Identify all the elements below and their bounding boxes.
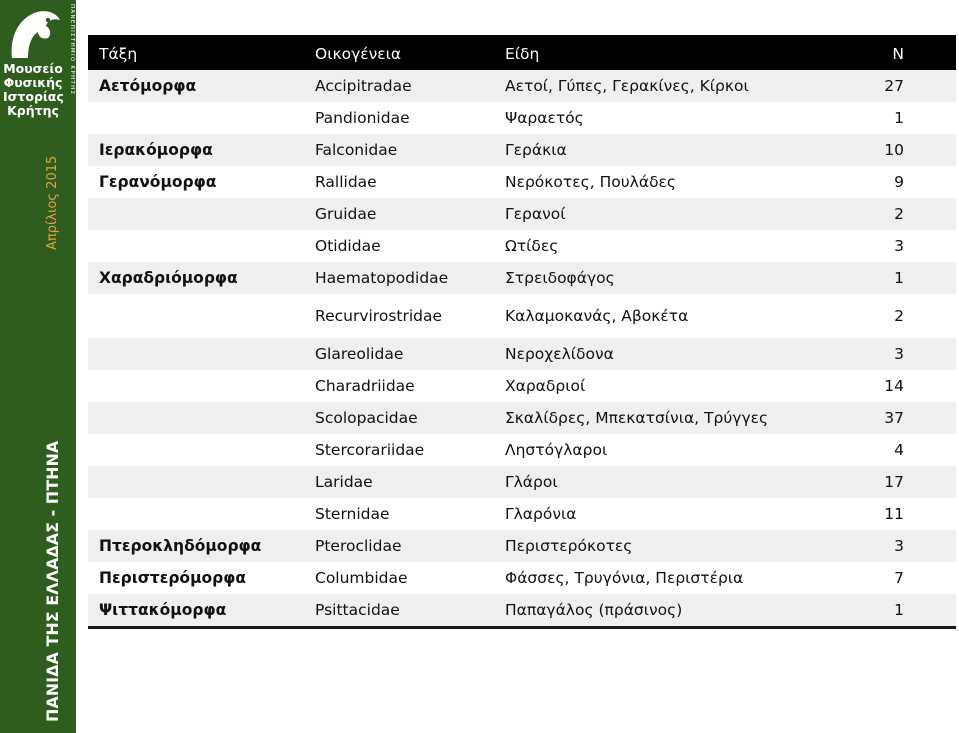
- species-cell: Χαραδριοί: [505, 377, 586, 395]
- table-row: [88, 370, 956, 402]
- family-cell: Accipitradae: [304, 70, 494, 102]
- count-cell: 1: [894, 109, 904, 127]
- count-cell: 9: [894, 173, 904, 191]
- logo-line: Μουσείο: [3, 61, 63, 76]
- species-cell: Γερανοί: [494, 198, 824, 230]
- count-cell: 10: [824, 134, 956, 166]
- table-row: [88, 294, 956, 338]
- header-family: Οικογένεια: [304, 37, 494, 71]
- table-row: [88, 402, 956, 434]
- order-cell: Γερανόμορφα: [99, 173, 217, 191]
- table-row: [88, 562, 956, 594]
- count-cell: 7: [894, 569, 904, 587]
- table-row: [88, 102, 956, 134]
- family-cell: Scolopacidae: [304, 402, 494, 434]
- table-row: [88, 262, 956, 294]
- order-cell: [88, 102, 304, 134]
- family-cell: Falconidae: [304, 134, 494, 166]
- count-cell: 4: [894, 441, 904, 459]
- order-cell: Ιερακόμορφα: [88, 134, 304, 166]
- family-cell: Charadriidae: [315, 377, 415, 395]
- count-cell: 3: [894, 237, 904, 255]
- table-row: [88, 594, 956, 628]
- count-cell: 14: [884, 377, 904, 395]
- museum-name: [3, 62, 63, 118]
- species-cell: Περιστερόκοτες: [494, 530, 824, 562]
- order-cell: Χαραδριόμορφα: [88, 262, 304, 294]
- section-title: ΠΑΝΙΔΑ ΤΗΣ ΕΛΛΑΔΑΣ - ΠΤΗΝΑ: [43, 440, 62, 722]
- family-cell: Rallidae: [315, 173, 377, 191]
- count-cell: 1: [824, 594, 956, 628]
- logo-line: Ιστορίας: [3, 89, 64, 104]
- family-cell: Stercorariidae: [315, 441, 425, 459]
- order-cell: Πτεροκληδόμορφα: [88, 530, 304, 562]
- date-label: Απρίλιος 2015: [45, 155, 60, 250]
- order-cell: [88, 294, 304, 338]
- family-cell: Recurvirostridae: [315, 307, 443, 325]
- order-cell: [88, 198, 304, 230]
- eagle-head-icon: [4, 4, 62, 62]
- header-species: Είδη: [494, 37, 824, 71]
- family-cell: Pteroclidae: [304, 530, 494, 562]
- family-cell: Haematopodidae: [304, 262, 494, 294]
- order-cell: [88, 338, 304, 370]
- species-cell: Ωτίδες: [505, 237, 559, 255]
- species-cell: Νεροχελίδονα: [494, 338, 824, 370]
- logo-line: Φυσικής: [3, 75, 63, 90]
- count-cell: 11: [884, 505, 904, 523]
- table-row: [88, 134, 956, 166]
- species-cell: Ψαραετός: [505, 109, 584, 127]
- order-cell: [88, 402, 304, 434]
- count-cell: 2: [894, 307, 904, 325]
- logo-line: Κρήτης: [7, 103, 59, 118]
- order-cell: Αετόμορφα: [88, 70, 304, 102]
- order-cell: [88, 230, 304, 262]
- count-cell: 2: [824, 198, 956, 230]
- species-cell: Γλαρόνια: [505, 505, 577, 523]
- count-cell: 17: [824, 466, 956, 498]
- family-cell: Pandionidae: [315, 109, 410, 127]
- table-row: [88, 198, 956, 230]
- header-order: Τάξη: [88, 37, 304, 71]
- count-cell: 27: [824, 70, 956, 102]
- table-row: [88, 530, 956, 562]
- species-cell: Στρειδοφάγος: [494, 262, 824, 294]
- species-cell: Παπαγάλος (πράσινος): [494, 594, 824, 628]
- table-row: [88, 466, 956, 498]
- museum-logo: [0, 0, 76, 130]
- family-cell: Psittacidae: [304, 594, 494, 628]
- table-row: [88, 70, 956, 102]
- family-cell: Glareolidae: [304, 338, 494, 370]
- species-cell: Γλάροι: [494, 466, 824, 498]
- table-row: [88, 498, 956, 530]
- table-row: [88, 434, 956, 466]
- species-cell: Γεράκια: [494, 134, 824, 166]
- family-cell: Sternidae: [315, 505, 390, 523]
- table-row: [88, 338, 956, 370]
- count-cell: 3: [824, 530, 956, 562]
- table-row: [88, 166, 956, 198]
- order-cell: Περιστερόμορφα: [99, 569, 246, 587]
- birds-table: [88, 35, 956, 629]
- table-row: [88, 230, 956, 262]
- family-cell: Columbidae: [315, 569, 408, 587]
- order-cell: Ψιττακόμορφα: [88, 594, 304, 628]
- species-cell: Φάσσες, Τρυγόνια, Περιστέρια: [505, 569, 744, 587]
- count-cell: 1: [824, 262, 956, 294]
- family-cell: Gruidae: [304, 198, 494, 230]
- sidebar: [0, 0, 76, 733]
- species-cell: Ληστόγλαροι: [505, 441, 608, 459]
- family-cell: Otididae: [315, 237, 381, 255]
- count-cell: 3: [824, 338, 956, 370]
- species-cell: Νερόκοτες, Πουλάδες: [505, 173, 677, 191]
- order-cell: [88, 434, 304, 466]
- order-cell: [88, 498, 304, 530]
- university-label: ΠΑΝΕΠΙΣΤΗΜΙΟ ΚΡΗΤΗΣ: [69, 4, 75, 96]
- family-cell: Laridae: [304, 466, 494, 498]
- species-cell: Σκαλίδρες, Μπεκατσίνια, Τρύγγες: [494, 402, 824, 434]
- table-header-row: [88, 37, 956, 71]
- header-count: Ν: [824, 37, 956, 71]
- species-cell: Αετοί, Γύπες, Γερακίνες, Κίρκοι: [494, 70, 824, 102]
- count-cell: 37: [824, 402, 956, 434]
- order-cell: [88, 466, 304, 498]
- species-cell: Καλαμοκανάς, Αβοκέτα: [505, 307, 689, 325]
- order-cell: [88, 370, 304, 402]
